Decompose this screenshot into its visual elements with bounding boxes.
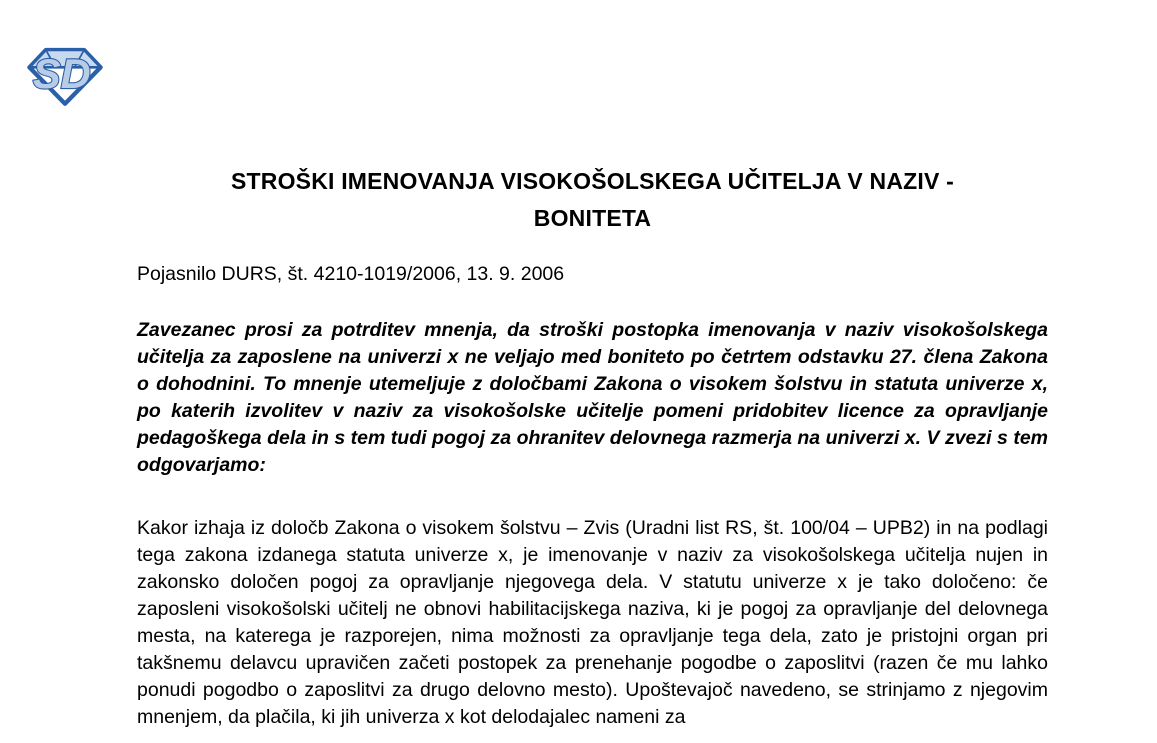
reference-line: Pojasnilo DURS, št. 4210-1019/2006, 13. 9. 2006 [137, 263, 565, 285]
answer-paragraph: Kakor izhaja iz določb Zakona o visokem šolstvu – Zvis (Uradni list RS, št. 100/04 – UPB2) in na podlagi tega zakona izdanega statuta univerze x, je imenovanje v naziv za visokošolskega učitelja nujen in zakonsko določen pogoj za opravljanje njegovega dela. V statutu univerze x je tako določeno: če zaposleni visokošolski učitelj ne obnovi habilitacijskega naziva, ki je pogoj za opravljanje del delovnega mesta, na katerega je razporejen, nima možnosti za opravljanje tega dela, zato je pristojni organ pri takšnemu delavcu upravičen začeti postopek za prenehanje pogodbe o zaposlitvi (razen če mu lahko ponudi pogodbo o zaposlitvi za drugo delovno mesto). Upoštevajoč navedeno, se strinjamo z njegovim mnenjem, da plačila, ki jih univerza x kot delodajalec nameni za [137, 517, 1048, 728]
page-title-line-1: STROŠKI IMENOVANJA VISOKOŠOLSKEGA UČITELJA V NAZIV - [230, 168, 955, 194]
document-content [137, 0, 1048, 731]
page-title-line-2: BONITETA [533, 205, 652, 231]
sd-diamond-logo-icon [26, 44, 104, 108]
sd-diamond-logo-graphic [26, 44, 104, 108]
page-title [137, 163, 1048, 237]
question-paragraph: Zavezanec prosi za potrditev mnenja, da stroški postopka imenovanja v naziv visokošolskega učitelja za zaposlene na univerzi x ne veljajo med boniteto po četrtem odstavku 27. člena Zakona o dohodnini. To mnenje utemeljuje z določbami Zakona o visokem šolstvu in statuta univerze x, po katerih izvolitev v naziv za visokošolske učitelje pomeni pridobitev licence za opravljanje pedagoškega dela in s tem tudi pogoj za ohranitev delovnega razmerja na univerzi x. V zvezi s tem odgovarjamo: [137, 319, 1048, 476]
logo-letters: SD [32, 50, 91, 98]
